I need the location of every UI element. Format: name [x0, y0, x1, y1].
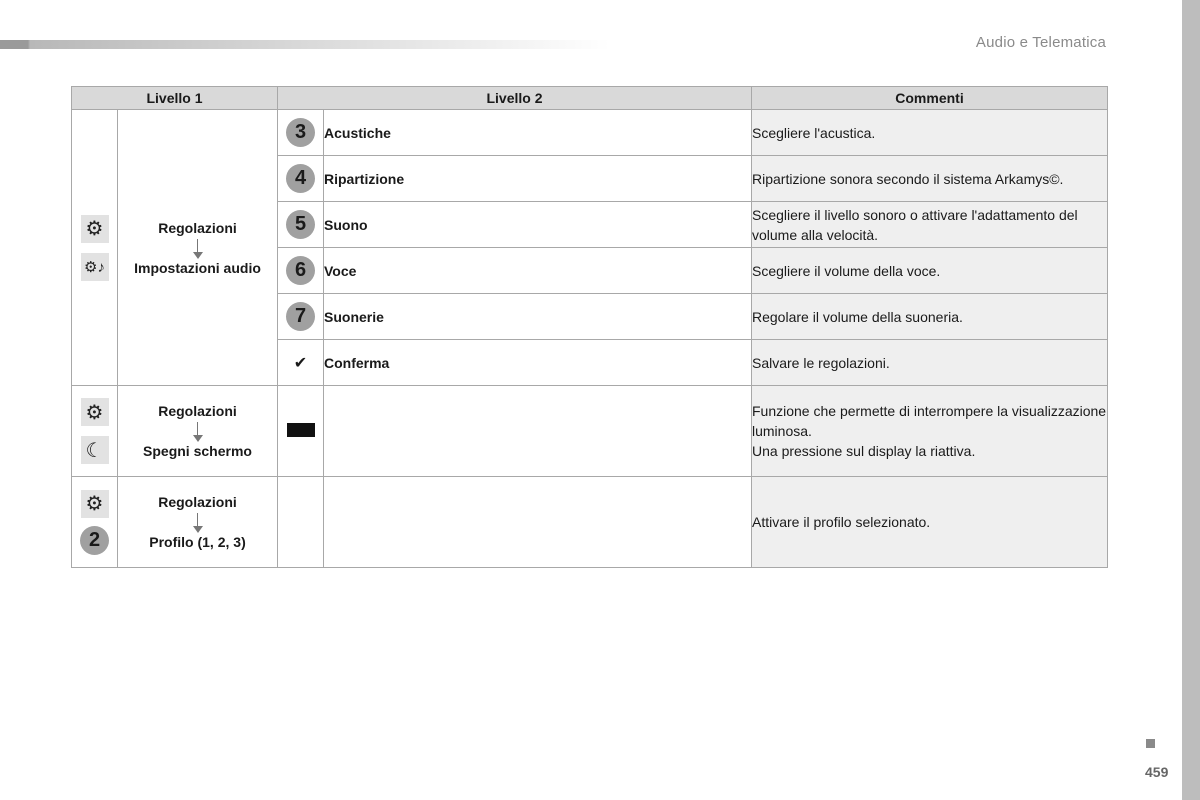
level1-sublabel: Profilo (1, 2, 3) [149, 534, 246, 550]
row-number [278, 156, 324, 202]
row-comment: Scegliere il volume della voce. [752, 248, 1108, 294]
row-number [278, 386, 324, 477]
comment-line: Una pressione sul display la riattiva. [752, 443, 976, 459]
table-row [72, 110, 1108, 156]
level1-sublabel: Impostazioni audio [134, 259, 261, 276]
gear-icon: ⚙ [81, 215, 109, 243]
row-comment: Scegliere l'acustica. [752, 110, 1108, 156]
row-comment: Regolare il volume della suoneria. [752, 294, 1108, 340]
comment-line: Funzione che permette di interrompere la visualizzazione luminosa. [752, 403, 1107, 439]
row-name: Ripartizione [324, 156, 752, 202]
number-6-icon: 6 [286, 256, 315, 285]
checkmark-icon: ✔ [293, 354, 308, 372]
gear-icon: ⚙ [81, 398, 109, 426]
arrow-down-icon [193, 513, 203, 533]
page-marker [1146, 739, 1155, 748]
screen-off-icon [287, 423, 315, 437]
number-5-icon: 5 [286, 210, 315, 239]
row-comment: Ripartizione sonora secondo il sistema Arkamys©. [752, 156, 1108, 202]
number-2-icon: 2 [80, 526, 109, 555]
page-edge-rail [1182, 0, 1200, 800]
row-name [324, 477, 752, 568]
row-number [278, 340, 324, 386]
section-title: Audio e Telematica [975, 34, 1106, 51]
row-number [278, 110, 324, 156]
group3-icons [72, 477, 118, 568]
level1-sublabel: Spegni schermo [143, 443, 252, 459]
gear-music-icon: ⚙♪ [81, 253, 109, 281]
group2-icons [72, 386, 118, 477]
row-name [324, 386, 752, 477]
row-comment: Salvare le regolazioni. [752, 340, 1108, 386]
row-number [278, 248, 324, 294]
level1-label: Regolazioni [158, 219, 237, 236]
row-name: Conferma [324, 340, 752, 386]
row-number [278, 294, 324, 340]
group3-level1 [118, 477, 278, 568]
row-name: Voce [324, 248, 752, 294]
number-3-icon: 3 [286, 118, 315, 147]
level1-label: Regolazioni [158, 494, 237, 510]
level1-label: Regolazioni [158, 403, 237, 419]
row-name: Acustiche [324, 110, 752, 156]
group1-icons [72, 110, 118, 386]
settings-table [71, 86, 1108, 568]
page-number: 459 [1145, 764, 1169, 780]
gear-icon: ⚙ [81, 490, 109, 518]
row-name: Suonerie [324, 294, 752, 340]
row-comment: Attivare il profilo selezionato. [752, 477, 1108, 568]
row-comment: Scegliere il livello sonoro o attivare l'adattamento del volume alla velocità. [752, 202, 1108, 248]
column-header-level1: Livello 1 [72, 87, 278, 110]
table-header-row [72, 87, 1108, 110]
group1-level1 [118, 110, 278, 386]
row-name: Suono [324, 202, 752, 248]
number-4-icon: 4 [286, 164, 315, 193]
number-7-icon: 7 [286, 302, 315, 331]
row-comment [752, 386, 1108, 477]
arrow-down-icon [193, 422, 203, 442]
row-number [278, 202, 324, 248]
column-header-level2: Livello 2 [278, 87, 752, 110]
moon-icon: ☾ [81, 436, 109, 464]
column-header-comments: Commenti [752, 87, 1108, 110]
arrow-down-icon [193, 239, 203, 259]
table-row [72, 386, 1108, 477]
header-bar [0, 40, 610, 49]
row-number [278, 477, 324, 568]
group2-level1 [118, 386, 278, 477]
table-row [72, 477, 1108, 568]
